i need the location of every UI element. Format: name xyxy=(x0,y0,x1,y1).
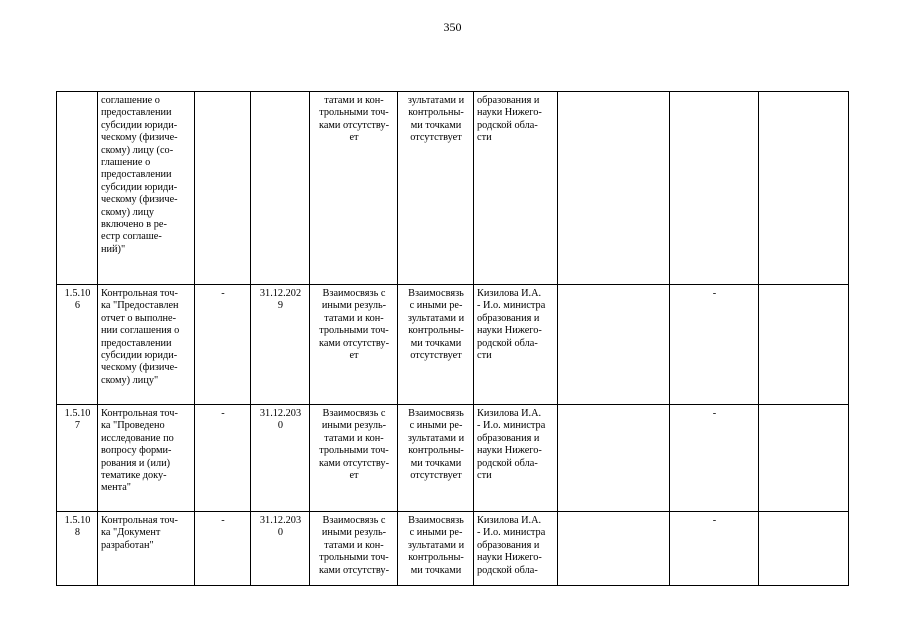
empty-cell xyxy=(558,405,670,512)
end-date: 31.12.202 9 xyxy=(251,285,310,405)
relation-next: Взаимосвязь с иными ре- зультатами и контрольны- ми точками xyxy=(398,512,474,586)
responsible-person: Кизилова И.А. - И.о. министра образования и науки Нижего- родской обла- сти xyxy=(474,285,558,405)
document-type: - xyxy=(670,512,759,586)
document-type xyxy=(670,92,759,285)
row-number: 1.5.10 8 xyxy=(57,512,98,586)
row-number: 1.5.10 6 xyxy=(57,285,98,405)
row-number xyxy=(57,92,98,285)
end-date xyxy=(251,92,310,285)
relation-next: зультатами и контрольны- ми точками отсутствует xyxy=(398,92,474,285)
empty-cell xyxy=(759,285,849,405)
responsible-person: образования и науки Нижего- родской обла- сти xyxy=(474,92,558,285)
control-point-name: соглашение о предоставлении субсидии юриди- ческому (физиче- скому) лицу (со- глашение о предоставлении субсидии юриди- ческому (физиче- скому) лицу включено в ре- естр соглаше- ний)" xyxy=(98,92,195,285)
document-type: - xyxy=(670,405,759,512)
empty-cell xyxy=(558,512,670,586)
control-point-name: Контрольная точ- ка "Предоставлен отчет о выполне- нии соглашения о предоставлении субсидии юриди- ческому (физиче- скому) лицу" xyxy=(98,285,195,405)
end-date: 31.12.203 0 xyxy=(251,405,310,512)
table-row xyxy=(57,285,849,405)
table-row xyxy=(57,92,849,285)
empty-cell xyxy=(759,405,849,512)
start-date: - xyxy=(195,285,251,405)
responsible-person: Кизилова И.А. - И.о. министра образования и науки Нижего- родской обла- сти xyxy=(474,405,558,512)
end-date: 31.12.203 0 xyxy=(251,512,310,586)
control-point-name: Контрольная точ- ка "Проведено исследование по вопросу форми- рования и (или) тематике доку- мента" xyxy=(98,405,195,512)
empty-cell xyxy=(759,512,849,586)
relation-previous: Взаимосвязь с иными резуль- татами и кон- трольными точ- ками отсутству- xyxy=(310,512,398,586)
responsible-person: Кизилова И.А. - И.о. министра образования и науки Нижего- родской обла- xyxy=(474,512,558,586)
table-row xyxy=(57,512,849,586)
start-date: - xyxy=(195,405,251,512)
row-number: 1.5.10 7 xyxy=(57,405,98,512)
control-point-name: Контрольная точ- ка "Документ разработан" xyxy=(98,512,195,586)
start-date xyxy=(195,92,251,285)
relation-previous: татами и кон- трольными точ- ками отсутству- ет xyxy=(310,92,398,285)
control-points-table xyxy=(56,91,849,586)
relation-next: Взаимосвязь с иными ре- зультатами и контрольны- ми точками отсутствует xyxy=(398,405,474,512)
relation-next: Взаимосвязь с иными ре- зультатами и контрольны- ми точками отсутствует xyxy=(398,285,474,405)
start-date: - xyxy=(195,512,251,586)
empty-cell xyxy=(558,285,670,405)
relation-previous: Взаимосвязь с иными резуль- татами и кон- трольными точ- ками отсутству- ет xyxy=(310,405,398,512)
empty-cell xyxy=(558,92,670,285)
relation-previous: Взаимосвязь с иными резуль- татами и кон- трольными точ- ками отсутству- ет xyxy=(310,285,398,405)
document-type: - xyxy=(670,285,759,405)
empty-cell xyxy=(759,92,849,285)
page-number: 350 xyxy=(443,20,462,34)
table-row xyxy=(57,405,849,512)
